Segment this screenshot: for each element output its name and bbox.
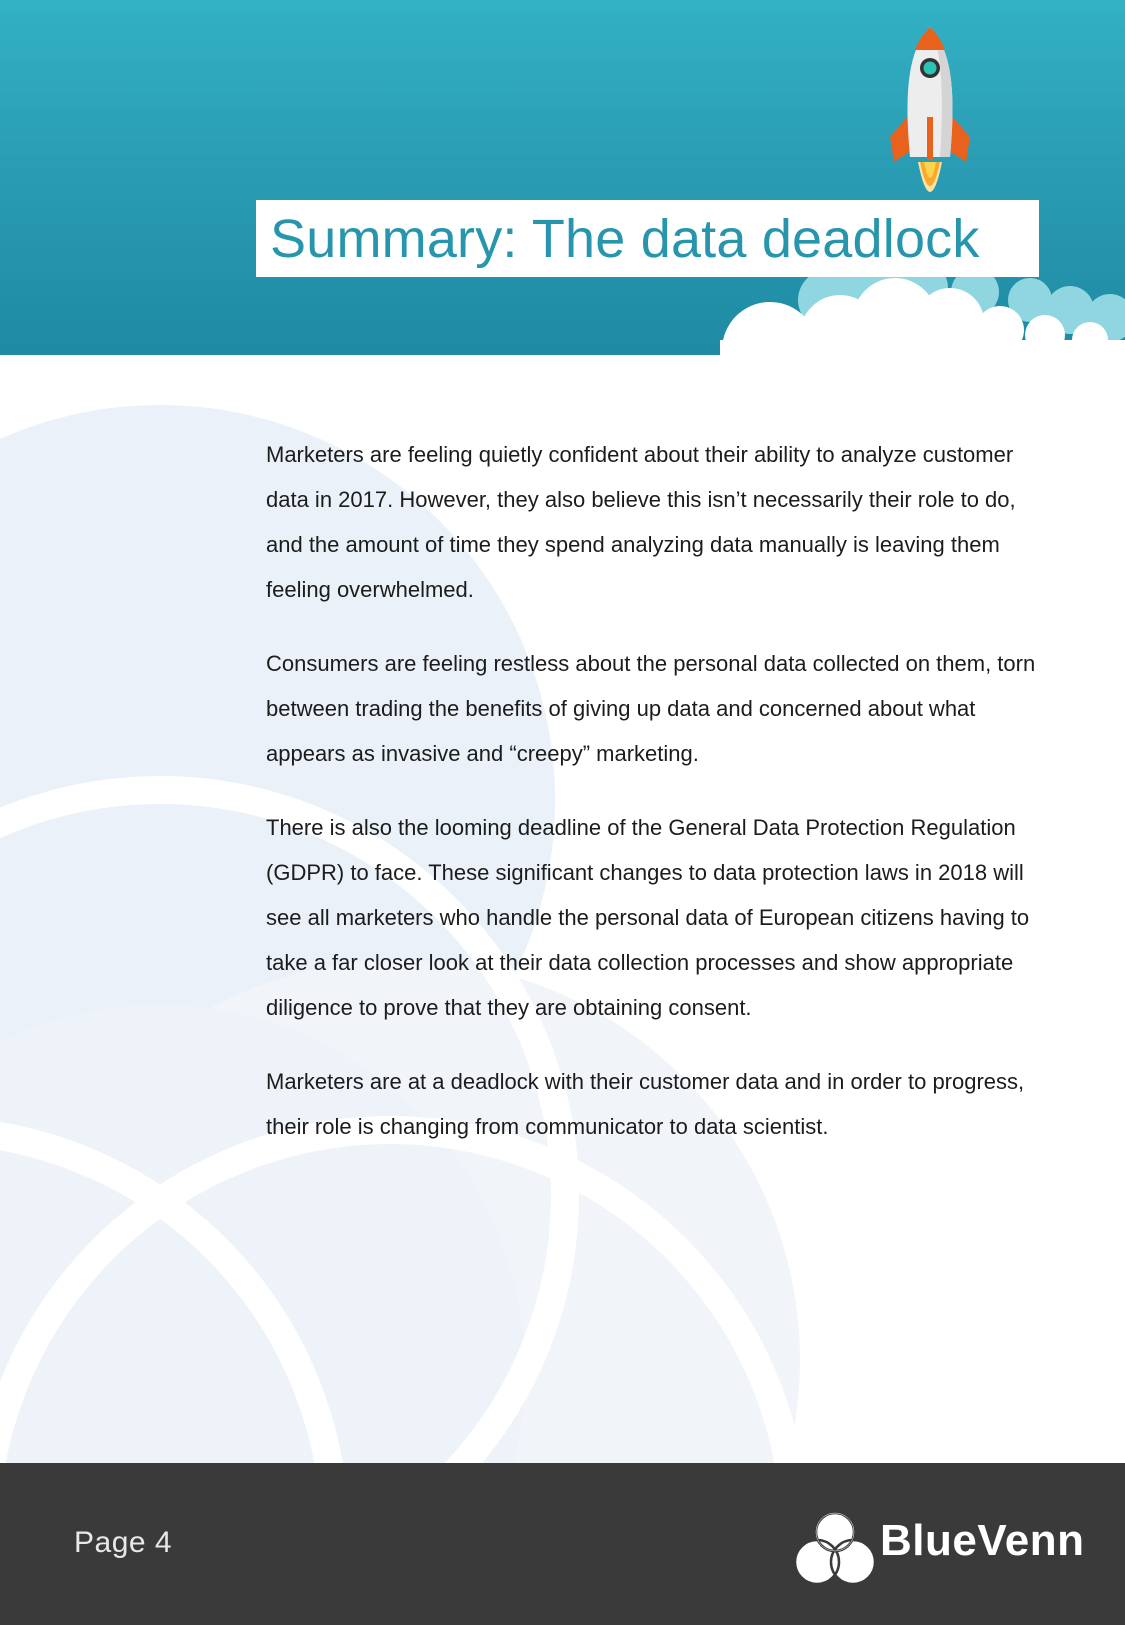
rocket-icon — [880, 22, 980, 207]
page-title: Summary: The data deadlock — [270, 208, 980, 269]
paragraph: Consumers are feeling restless about the personal data collected on them, torn between trading the benefits of giving up data and concerned about what appears as invasive and “creepy” marketing. — [266, 651, 1036, 766]
body-content — [266, 432, 1036, 1178]
paragraph: Marketers are at a deadlock with their customer data and in order to progress, their role is changing from communicator to data scientist. — [266, 1069, 1025, 1139]
brand-name: BlueVenn — [880, 1516, 1085, 1565]
page-number: Page 4 — [74, 1526, 173, 1559]
header-banner — [0, 0, 1125, 355]
venn-logo-icon — [793, 1512, 877, 1588]
paragraph: There is also the looming deadline of the General Data Protection Regulation (GDPR) to face. These significant changes to data protection laws in 2018 will see all marketers who handle the personal data of European citizens having to take a far closer look at their data collection processes and show appropriate diligence to prove that they are obtaining consent. — [266, 815, 1030, 1020]
title-box — [256, 200, 1039, 277]
paragraph: Marketers are feeling quietly confident about their ability to analyze customer data in 2017. However, they also believe this isn’t necessarily their role to do, and the amount of time they spend analyzing data manually is leaving them feeling overwhelmed. — [266, 442, 1016, 602]
